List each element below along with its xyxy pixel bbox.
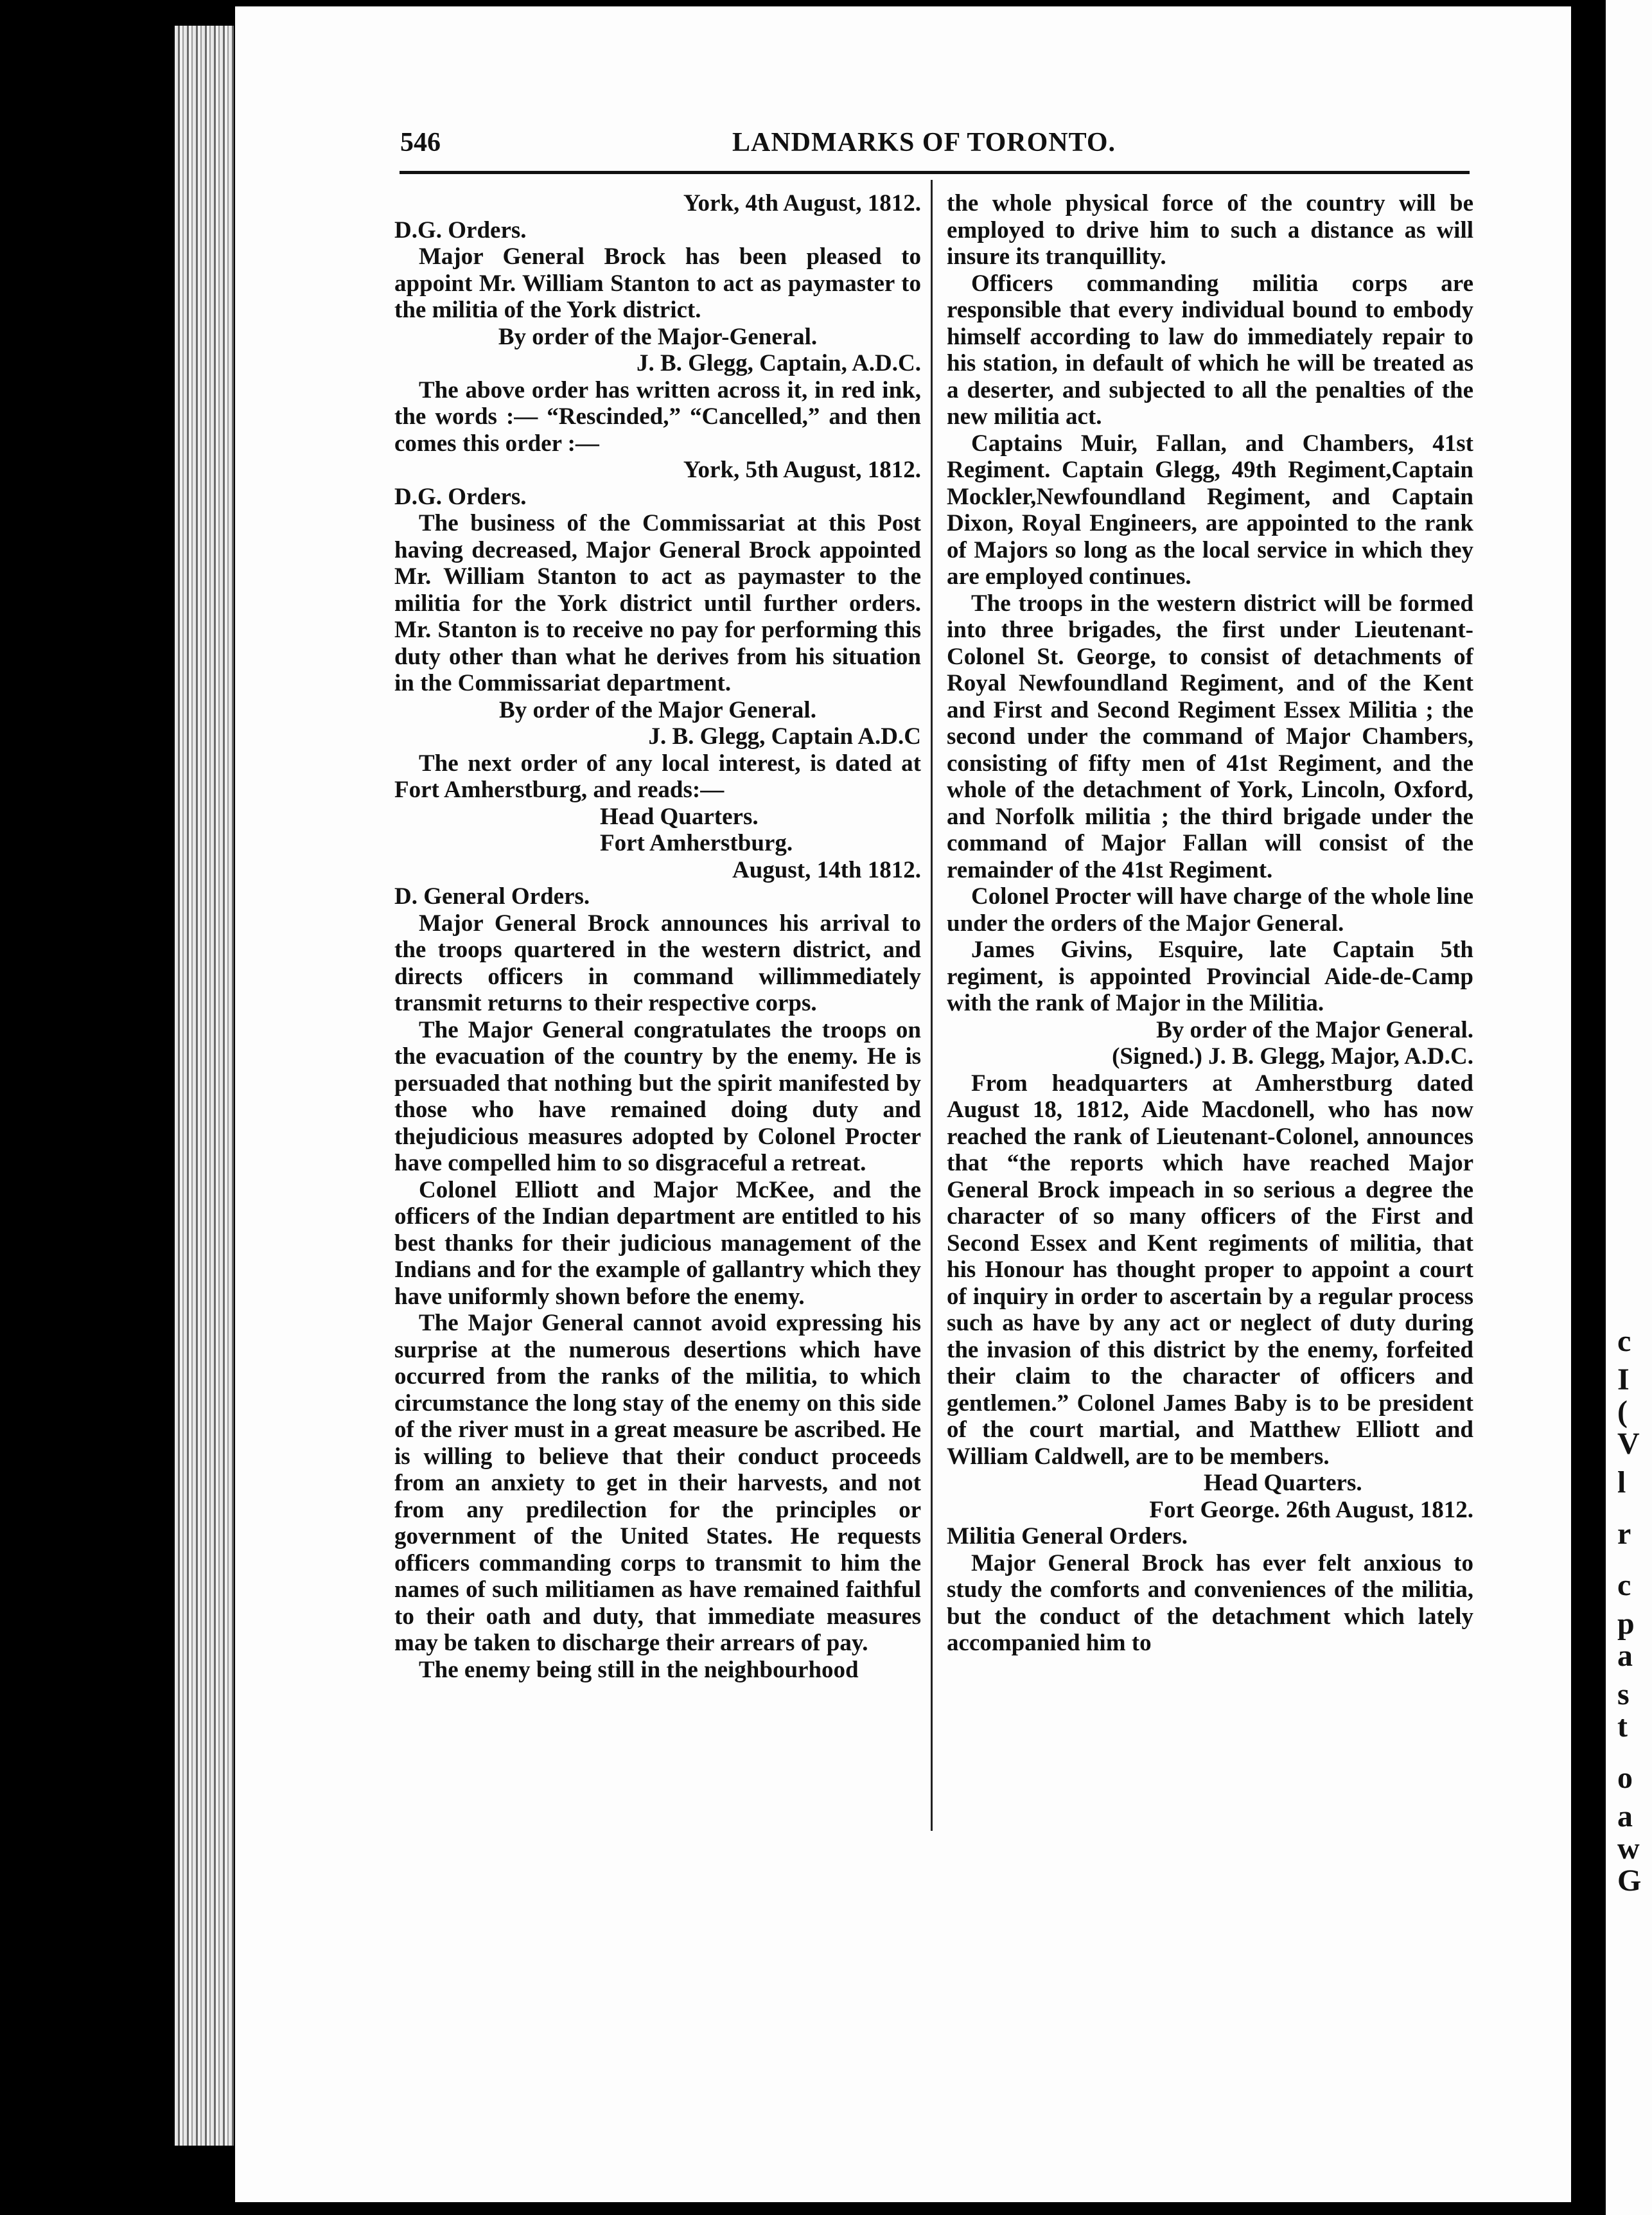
paragraph: The troops in the western district will be formed into three brigades, the first under Lieutenant-Colonel St. George, to consist of detachments of Royal Newfoundland Regiment, and of the Kent and First and Second Regiment Essex Militia ; the second under the command of Major Chambers, consisting of fifty men of 41st Regiment, and the whole of the detachment of York, Lincoln, Oxford, and Norfolk militia ; the third brigade under the command of Major Fallan will consist of the remainder of the 41st Regiment. bbox=[947, 590, 1473, 883]
adjacent-page-letter: G bbox=[1617, 1864, 1642, 1898]
paragraph: The Major General cannot avoid expressing his surprise at the numerous desertions which have occurred from the ranks of the militia, to which circumstance the long stay of the enemy on this side of the river must in a great measure be ascribed. He is willing to believe that their conduct proceeds from an anxiety to get in their harvests, and not from any predilection for the principles or government of the United States. He requests officers commanding corps to transmit to him the names of such militiamen as have remained faithful to their oath and duty, that immediate measures may be taken to discharge their arrears of pay. bbox=[394, 1310, 921, 1656]
paragraph: York, 5th August, 1812. bbox=[683, 457, 921, 483]
paragraph: D.G. Orders. bbox=[394, 483, 527, 510]
paragraph: James Givins, Esquire, late Captain 5th regiment, is appointed Provincial Aide-de-Camp with the rank of Major in the Militia. bbox=[947, 937, 1473, 1016]
adjacent-page-letter: V bbox=[1617, 1427, 1640, 1461]
adjacent-page-letter: r bbox=[1617, 1517, 1631, 1551]
paragraph: Militia General Orders. bbox=[947, 1523, 1188, 1549]
paragraph: Colonel Procter will have charge of the whole line under the orders of the Major General. bbox=[947, 883, 1473, 937]
adjacent-page-letter: I bbox=[1617, 1363, 1630, 1397]
paragraph: J. B. Glegg, Captain A.D.C bbox=[648, 723, 921, 750]
paragraph: Major General Brock has ever felt anxious to study the comforts and conveniences of the militia, but the conduct of the detachment which lately accompanied him to bbox=[947, 1549, 1473, 1656]
adjacent-page-letter: p bbox=[1617, 1607, 1635, 1641]
paragraph: Head Quarters. bbox=[600, 803, 759, 830]
paragraph: Officers commanding militia corps are responsible that every individual bound to embody himself according to law do immediately repair to his station, in default of which he will be treated as a deserter, and subjected to all the penalties of the new militia act. bbox=[947, 270, 1473, 430]
paragraph: (Signed.) J. B. Glegg, Major, A.D.C. bbox=[1112, 1043, 1473, 1070]
adjacent-page-letter: s bbox=[1617, 1677, 1630, 1711]
adjacent-page-letter: ( bbox=[1617, 1395, 1628, 1429]
paragraph: the whole physical force of the country will be employed to drive him to such a distance as will insure its tranquillity. bbox=[947, 190, 1473, 270]
paragraph: The above order has written across it, in red ink, the words :— “Rescinded,” “Cancelled,” and then comes this order :— bbox=[394, 376, 921, 457]
paragraph: Major General Brock announces his arrival to the troops quartered in the western district, and directs officers in command willimmediately transmit returns to their respective corps. bbox=[394, 910, 921, 1016]
adjacent-page-letter: c bbox=[1617, 1324, 1631, 1358]
paragraph: By order of the Major General. bbox=[499, 696, 816, 723]
adjacent-page-letter: t bbox=[1617, 1709, 1628, 1743]
paragraph: The business of the Commissariat at this Post having decreased, Major General Brock appointed Mr. William Stanton to act as paymaster to the militia for the York district until further orders. Mr. Stanton is to receive no pay for performing this duty other than what he derives from his situation in the Commissariat department. bbox=[394, 510, 921, 696]
paragraph: Fort George. 26th August, 1812. bbox=[1149, 1496, 1473, 1523]
paragraph: The enemy being still in the neighbourhood bbox=[419, 1656, 859, 1683]
page-number: 546 bbox=[400, 128, 441, 157]
paragraph: By order of the Major-General. bbox=[498, 323, 818, 350]
book-page-edges bbox=[175, 26, 234, 2146]
adjacent-page-letter: a bbox=[1617, 1799, 1633, 1833]
adjacent-page-letter: w bbox=[1617, 1831, 1640, 1866]
paragraph: Head Quarters. bbox=[1204, 1470, 1362, 1496]
paragraph: Captains Muir, Fallan, and Chambers, 41st Regiment. Captain Glegg, 49th Regiment,Captain Mockler,Newfoundland Regiment, and Captain Dixon, Royal Engineers, are appointed to the rank of Majors so long as the local service in which they are employed continues. bbox=[947, 430, 1473, 590]
column-divider bbox=[931, 180, 933, 1831]
paragraph: D. General Orders. bbox=[394, 883, 590, 910]
adjacent-page-letter: c bbox=[1617, 1568, 1631, 1602]
paragraph: The Major General congratulates the troops on the evacuation of the country by the enemy. He is persuaded that nothing but the spirit manifested by those who have remained doing duty and thejudicious measures adopted by Colonel Procter have compelled him to so disgraceful a retreat. bbox=[394, 1016, 921, 1176]
adjacent-page-letter: o bbox=[1617, 1761, 1633, 1795]
running-title: LANDMARKS OF TORONTO. bbox=[732, 128, 1116, 157]
paragraph: Colonel Elliott and Major McKee, and the officers of the Indian department are entitled to his best thanks for their judicious management of the Indians and for the example of gallantry which they have uniformly shown before the enemy. bbox=[394, 1176, 921, 1310]
adjacent-page-strip bbox=[1606, 0, 1652, 2215]
paragraph: The next order of any local interest, is dated at Fort Amherstburg, and reads:— bbox=[394, 750, 921, 803]
paragraph: Fort Amherstburg. bbox=[600, 830, 793, 856]
adjacent-page-letter: l bbox=[1617, 1465, 1626, 1499]
header-rule bbox=[400, 171, 1470, 174]
paragraph: Major General Brock has been pleased to appoint Mr. William Stanton to act as paymaster to the militia of the York district. bbox=[394, 243, 921, 323]
paragraph: By order of the Major General. bbox=[1156, 1016, 1473, 1043]
paragraph: August, 14th 1812. bbox=[732, 856, 921, 883]
right-column bbox=[947, 190, 1473, 1657]
paragraph: J. B. Glegg, Captain, A.D.C. bbox=[636, 350, 921, 376]
paragraph: D.G. Orders. bbox=[394, 216, 527, 243]
paragraph: From headquarters at Amherstburg dated August 18, 1812, Aide Macdonell, who has now reached the rank of Lieutenant-Colonel, announces that “the reports which have reached Major General Brock impeach in so serious a degree the character of so many officers of the First and Second Essex and Kent regiments of militia, that his Honour has thought proper to appoint a court of inquiry in order to ascertain by a regular process such as have by any act or neglect of duty during the invasion of this district by the enemy, forfeited their claim to the character of officers and gentlemen.” Colonel James Baby is to be president of the court martial, and Matthew Elliott and William Caldwell, are to be members. bbox=[947, 1070, 1473, 1470]
left-column bbox=[394, 190, 921, 1683]
paragraph: York, 4th August, 1812. bbox=[683, 190, 921, 216]
adjacent-page-letter: a bbox=[1617, 1639, 1633, 1673]
